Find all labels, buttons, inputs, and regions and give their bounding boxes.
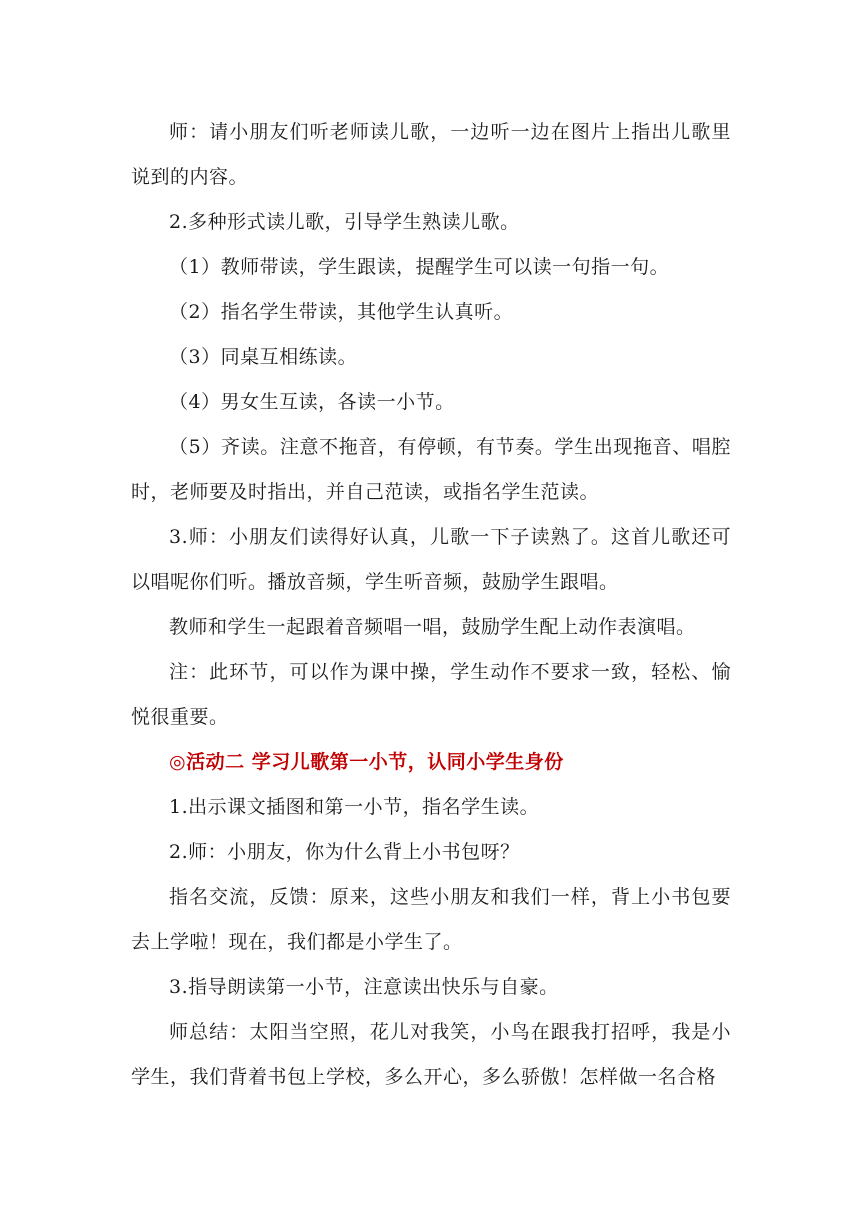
paragraph-activity-step-2: 2.师：小朋友，你为什么背上小书包呀？ [169, 841, 520, 863]
paragraph-step-2: 2.多种形式读儿歌，引导学生熟读儿歌。 [169, 211, 520, 233]
paragraph-step-3: 3.师：小朋友们读得好认真，儿歌一下子读熟了。这首儿歌还可以唱呢你们听。播放音频，学生听音频，鼓励学生跟唱。 [131, 526, 731, 593]
document-body [131, 110, 731, 1100]
paragraph-teacher-reads: 师：请小朋友们听老师读儿歌，一边听一边在图片上指出儿歌里说到的内容。 [131, 121, 731, 188]
paragraph-activity-step-3: 3.指导朗读第一小节，注意读出快乐与自豪。 [169, 976, 559, 998]
paragraph-sing-together: 教师和学生一起跟着音频唱一唱，鼓励学生配上动作表演唱。 [169, 616, 696, 638]
paragraph-note: 注：此环节，可以作为课中操，学生动作不要求一致，轻松、愉悦很重要。 [131, 661, 731, 728]
paragraph-substep-1: （1）教师带读，学生跟读，提醒学生可以读一句指一句。 [169, 256, 670, 278]
paragraph-substep-4: （4）男女生互读，各读一小节。 [169, 391, 455, 413]
paragraph-teacher-summary: 师总结：太阳当空照，花儿对我笑，小鸟在跟我打招呼，我是小学生，我们背着书包上学校，多么开心，多么骄傲！怎样做一名合格 [131, 1021, 731, 1088]
paragraph-substep-5: （5）齐读。注意不拖音，有停顿，有节奏。学生出现拖音、唱腔时，老师要及时指出，并自己范读，或指名学生范读。 [131, 436, 731, 503]
paragraph-feedback: 指名交流，反馈：原来，这些小朋友和我们一样，背上小书包要去上学啦！现在，我们都是小学生了。 [131, 886, 731, 953]
paragraph-substep-2: （2）指名学生带读，其他学生认真听。 [169, 301, 514, 323]
paragraph-activity-step-1: 1.出示课文插图和第一小节，指名学生读。 [169, 796, 540, 818]
paragraph-substep-3: （3）同桌互相练读。 [169, 346, 358, 368]
activity-two-heading: ◎活动二 学习儿歌第一小节，认同小学生身份 [169, 751, 564, 773]
